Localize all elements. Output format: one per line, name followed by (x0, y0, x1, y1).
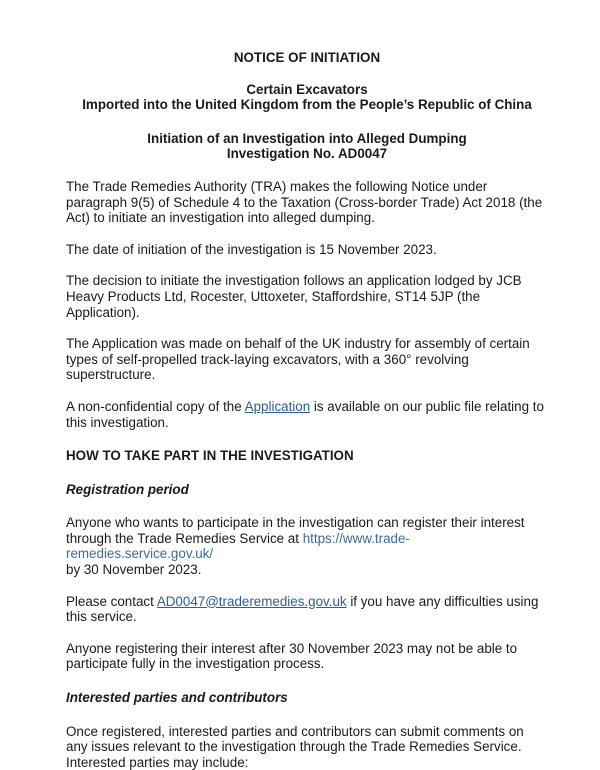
contact-email-link[interactable]: AD0047@traderemedies.gov.uk (156, 593, 347, 609)
contact-paragraph (66, 594, 548, 625)
interested-parties-heading: Interested parties and contributors (66, 690, 288, 706)
public-file-text-before: A non-confidential copy of the (66, 398, 245, 414)
application-paragraph: The Application was made on behalf of the UK industry for assembly of certain types of self-propelled track-laying excavators, with a 360° revolving superstructure. (66, 336, 530, 383)
public-file-text-after: is available on our public file relating to this investigation. (66, 398, 544, 430)
registration-paragraph (66, 515, 548, 577)
decision-paragraph: The decision to initiate the investigation follows an application lodged by JCB Heavy Products Ltd, Rocester, Uttoxeter, Staffordshire, ST14 5JP (the Application). (66, 273, 522, 320)
trade-remedies-service-link[interactable]: https://www.trade-remedies.service.gov.uk/ (66, 530, 410, 562)
intro-paragraph: The Trade Remedies Authority (TRA) makes the following Notice under paragraph 9(5) of Schedule 4 to the Taxation (Cross-border Trade) Act 2018 (the Act) to initiate an investigation into alleged dumping. (66, 178, 543, 226)
initiation-heading: Initiation of an Investigation into Alleged Dumping (147, 130, 467, 146)
subject-product: Certain Excavators (246, 81, 368, 97)
subject-block (66, 82, 548, 113)
subject-origin: Imported into the United Kingdom from the People’s Republic of China (82, 97, 532, 113)
application-link[interactable]: Application (244, 398, 311, 414)
initiation-date-paragraph: The date of initiation of the investigation is 15 November 2023. (66, 241, 437, 257)
registration-text-before: Anyone who wants to participate in the investigation can register their interest through the Trade Remedies Service at (66, 515, 525, 546)
contact-text-before: Please contact (66, 593, 157, 609)
initiation-block (66, 131, 548, 162)
registration-period-heading: Registration period (66, 481, 189, 497)
notice-title: NOTICE OF INITIATION (233, 50, 381, 65)
investigation-number: Investigation No. AD0047 (226, 146, 388, 162)
late-registration-paragraph: Anyone registering their interest after 30 November 2023 may not be able to participate fully in the investigation process. (66, 640, 518, 672)
public-file-paragraph (66, 399, 548, 430)
interested-parties-paragraph: Once registered, interested parties and contributors can submit comments on any issues relevant to the investigation through the Trade Remedies Service. Interested parties may include: (66, 723, 524, 770)
how-to-take-part-heading: HOW TO TAKE PART IN THE INVESTIGATION (66, 448, 354, 464)
contact-text-after: if you have any difficulties using this service. (66, 593, 539, 625)
registration-text-after: by 30 November 2023. (66, 562, 202, 578)
